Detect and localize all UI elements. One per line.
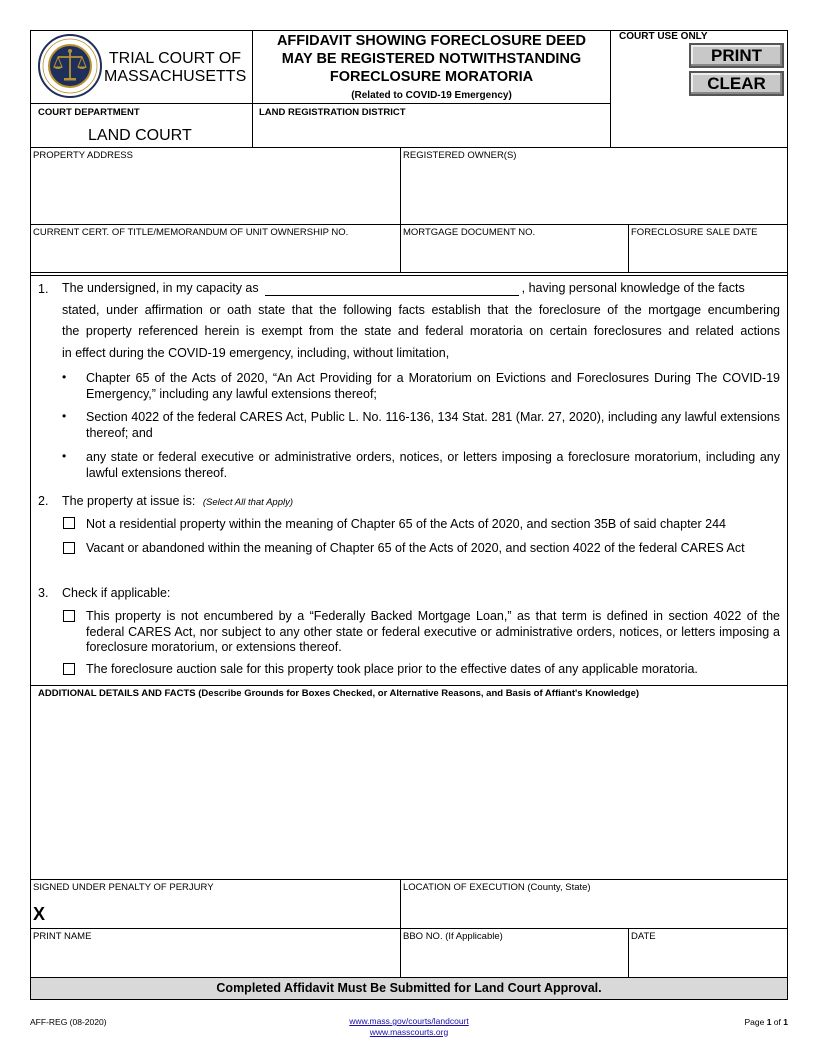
not-residential-checkbox[interactable] [63, 517, 75, 529]
section3-option2: The foreclosure auction sale for this property took place prior to the effective dates of any applicable moratoria. [86, 662, 698, 676]
registered-owners-input[interactable] [402, 163, 786, 221]
masscourts-link[interactable]: www.masscourts.org [369, 1026, 449, 1037]
section1-line1 [62, 278, 780, 300]
land-registration-input[interactable] [256, 120, 606, 144]
section1-line1-after: , having personal knowledge of the facts [521, 281, 745, 295]
section1-paragraph [62, 278, 780, 364]
bullet-icon: • [62, 449, 67, 463]
cert-input[interactable] [32, 244, 398, 270]
divider [30, 928, 788, 929]
section1-line4: in effect during the COVID-19 emergency, including, without limitation, [62, 345, 450, 360]
bbo-input[interactable] [402, 946, 626, 974]
court-name-line2: MASSACHUSETTS [104, 68, 247, 85]
print-button[interactable]: PRINT [689, 43, 784, 68]
clear-button[interactable]: CLEAR [689, 71, 784, 96]
property-address-input[interactable] [32, 163, 398, 221]
section1-line1-before: The undersigned, in my capacity as [62, 281, 259, 295]
signature-x-mark: X [33, 904, 46, 924]
mortgage-doc-input[interactable] [402, 244, 626, 270]
additional-details-label: ADDITIONAL DETAILS AND FACTS (Describe Grounds for Boxes Checked, or Alternative Reasons, and Basis of Affiant's Knowledge) [38, 688, 640, 699]
footer-links [300, 1016, 518, 1037]
signed-label: SIGNED UNDER PENALTY OF PERJURY [33, 882, 214, 893]
vacant-checkbox[interactable] [63, 542, 75, 554]
divider [30, 272, 788, 273]
court-name [104, 50, 246, 86]
print-name-input[interactable] [32, 946, 398, 974]
divider [30, 275, 788, 276]
signature-line[interactable] [50, 896, 396, 924]
form-title [253, 32, 610, 86]
divider [628, 928, 629, 977]
not-federally-backed-checkbox[interactable] [63, 610, 75, 622]
court-department-label: COURT DEPARTMENT [38, 107, 140, 118]
form-subtitle: (Related to COVID-19 Emergency) [351, 90, 512, 101]
section1-bullet3: any state or federal executive or administrative orders, notices, or letters imposing a foreclosure moratorium, including any lawful extensions thereof. [86, 450, 780, 480]
court-department-value[interactable]: LAND COURT [88, 127, 192, 144]
additional-details-input[interactable] [34, 702, 784, 876]
section1-number: 1. [38, 282, 49, 296]
page-number [700, 1017, 788, 1027]
section1-bullet2: Section 4022 of the federal CARES Act, Public L. No. 116-136, 134 Stat. 281 (Mar. 27, 2020), including any lawful extensions thereof; and [86, 410, 780, 440]
page-current: 1 [766, 1017, 772, 1027]
divider [30, 147, 788, 148]
divider [30, 224, 788, 225]
divider [30, 103, 610, 104]
foreclosure-date-input[interactable] [630, 244, 786, 270]
section3-number: 3. [38, 586, 49, 600]
date-label: DATE [631, 931, 656, 942]
page-total: 1 [783, 1017, 788, 1027]
print-name-label: PRINT NAME [33, 931, 92, 942]
location-input[interactable] [402, 898, 786, 924]
date-input[interactable] [630, 946, 786, 974]
divider [628, 224, 629, 273]
title-line2: MAY BE REGISTERED NOTWITHSTANDING [281, 51, 582, 67]
mortgage-doc-label: MORTGAGE DOCUMENT NO. [403, 227, 536, 238]
section1-line3: the property referenced herein is exempt from the state and federal moratoria on certain foreclosures and related actions [62, 324, 780, 338]
court-name-line1: TRIAL COURT OF [108, 50, 242, 67]
title-line1: AFFIDAVIT SHOWING FORECLOSURE DEED [276, 33, 587, 49]
submission-banner: Completed Affidavit Must Be Submitted for Land Court Approval. [31, 978, 787, 999]
foreclosure-date-label: FORECLOSURE SALE DATE [631, 227, 758, 238]
page-of: of [773, 1017, 781, 1027]
section2-label: The property at issue is: [62, 494, 196, 508]
bullet-icon: • [62, 409, 67, 423]
section2-number: 2. [38, 494, 49, 508]
seal-icon [37, 33, 103, 99]
section1-line2: stated, under affirmation or oath state that the following facts establish that the foreclosure of the mortgage encumbering [62, 302, 780, 317]
prior-sale-checkbox[interactable] [63, 663, 75, 675]
section2-option2: Vacant or abandoned within the meaning of Chapter 65 of the Acts of 2020, and section 4022 of the federal CARES Act [86, 541, 745, 555]
divider [30, 685, 788, 686]
bullet-icon: • [62, 370, 67, 384]
divider [30, 879, 788, 880]
page-word: Page [744, 1017, 765, 1027]
bbo-label: BBO NO. (If Applicable) [403, 931, 503, 942]
section2-note: (Select All that Apply) [202, 497, 294, 508]
court-use-only-label: COURT USE ONLY [619, 31, 708, 42]
cert-label: CURRENT CERT. OF TITLE/MEMORANDUM OF UNIT OWNERSHIP NO. [33, 227, 349, 238]
property-address-label: PROPERTY ADDRESS [33, 150, 133, 161]
registered-owners-label: REGISTERED OWNER(S) [403, 150, 517, 161]
divider [610, 30, 611, 147]
section3-option1: This property is not encumbered by a “Federally Backed Mortgage Loan,” as that term is defined in section 4022 of the federal CARES Act, nor subject to any other state or federal executive or administrative orders, notices, or letters imposing a foreclosure moratorium, or extensions thereof. [86, 609, 780, 654]
section2-option1: Not a residential property within the meaning of Chapter 65 of the Acts of 2020, and section 35B of said chapter 244 [86, 517, 726, 531]
landcourt-link[interactable]: www.mass.gov/courts/landcourt [349, 1016, 469, 1026]
divider [400, 147, 401, 273]
section1-bullet1: Chapter 65 of the Acts of 2020, “An Act Providing for a Moratorium on Evictions and Foreclosures During The COVID-19 Emergency,” including any lawful extensions thereof; [86, 371, 780, 401]
location-label: LOCATION OF EXECUTION (County, State) [403, 882, 591, 893]
title-line3: FORECLOSURE MORATORIA [329, 69, 534, 85]
section3-label: Check if applicable: [62, 586, 171, 600]
form-id: AFF-REG (08-2020) [30, 1017, 107, 1027]
capacity-input[interactable] [265, 281, 519, 296]
section2-label-row [62, 494, 293, 508]
court-seal [37, 33, 103, 99]
land-registration-label: LAND REGISTRATION DISTRICT [259, 107, 406, 118]
